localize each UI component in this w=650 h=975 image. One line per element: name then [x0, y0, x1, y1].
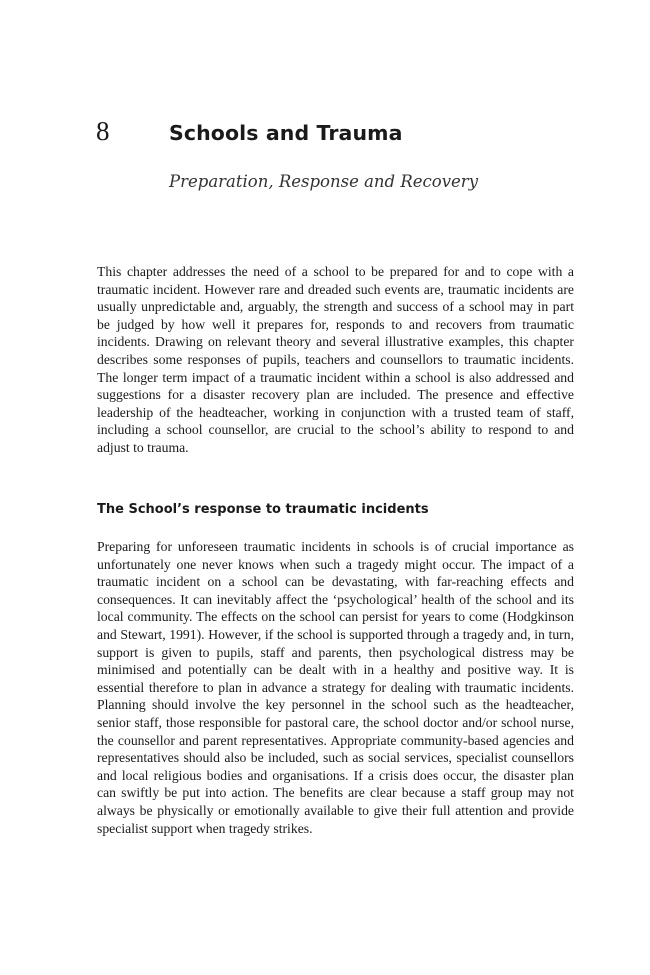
- intro-paragraph: This chapter addresses the need of a school to be prepared for and to cope with a traumatic incident. However rare and dreaded such events are, traumatic incidents are usually unpredictable and, arguably, the strength and success of a school may in part be judged by how well it prepares for, responds to and recovers from traumatic incidents. Drawing on relevant theory and several illustrative examples, this chapter describes some responses of pupils, teachers and counsellors to traumatic incidents. The longer term impact of a traumatic incident within a school is also addressed and suggestions for a disaster recovery plan are included. The presence and effective leadership of the headteacher, working in conjunction with a trusted team of staff, including a school counsellor, are crucial to the school’s ability to respond to and adjust to trauma.: [97, 264, 574, 455]
- chapter-title: Schools and Trauma: [169, 121, 403, 145]
- chapter-number: 8: [96, 116, 110, 146]
- section-heading: The School’s response to traumatic incidents: [97, 502, 429, 517]
- chapter-subtitle: Preparation, Response and Recovery: [169, 172, 479, 191]
- section-paragraph: Preparing for unforeseen traumatic incidents in schools is of crucial importance as unfortunately one never knows when such a tragedy might occur. The impact of a traumatic incident on a school can be devastating, with far-reaching effects and consequences. It can inevitably affect the ‘psychological’ health of the school and its local community. The effects on the school can persist for years to come (Hodgkinson and Stewart, 1991). However, if the school is supported through a tragedy and, in turn, support is given to pupils, staff and parents, then psychological distress may be minimised and potentially can be dealt with in a healthy and positive way. It is essential therefore to plan in advance a strategy for dealing with traumatic incidents. Planning should involve the key personnel in the school such as the headteacher, senior staff, those responsible for pastoral care, the school doctor and/or school nurse, the counsellor and parent representatives. Appropriate community-based agencies and representatives should also be included, such as social services, specialist counsellors and local religious bodies and organisations. If a crisis does occur, the disaster plan can swiftly be put into action. The benefits are clear because a staff group may not always be physically or emotionally available to give their full attention and provide specialist support when tragedy strikes.: [97, 539, 574, 836]
